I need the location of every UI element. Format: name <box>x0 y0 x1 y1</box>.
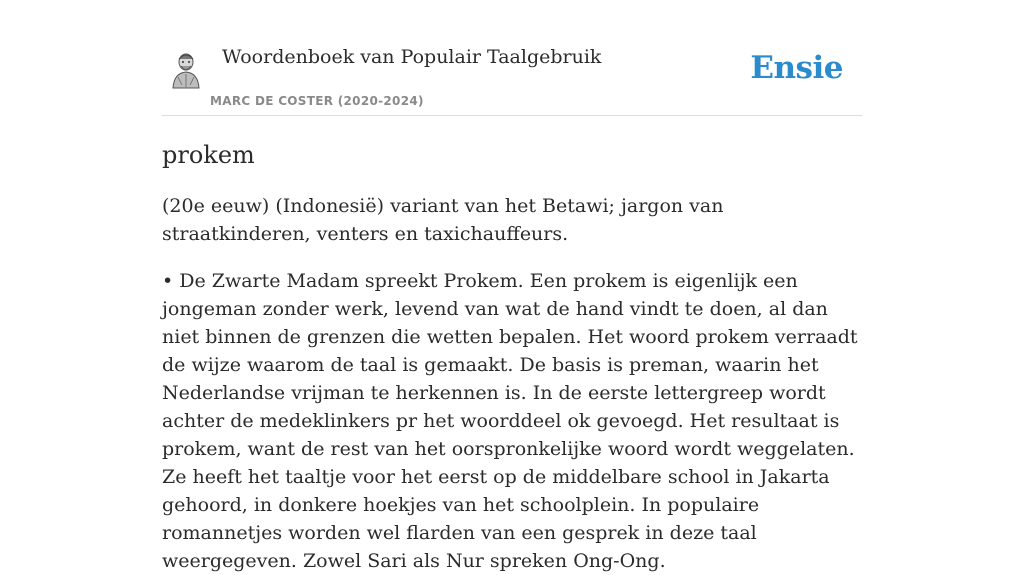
author-byline[interactable]: MARC DE COSTER (2020-2024) <box>210 94 424 108</box>
ensie-logo-link[interactable]: Ensie <box>750 50 843 86</box>
page-content <box>162 0 862 572</box>
entry-definition: (20e eeuw) (Indonesië) variant van het Betawi; jargon van straatkinderen, venters en taxichauffeurs. <box>162 195 724 245</box>
entry-quote: • De Zwarte Madam spreekt Prokem. Een prokem is eigenlijk een jongeman zonder werk, levend van wat de hand vindt te doen, al dan niet binnen de grenzen die wetten bepalen. Het woord prokem verraadt de wijze waarom de taal is gemaakt. De basis is preman, waarin het Nederlandse vrijman te herkennen is. In de eerste lettergreep wordt achter de medeklinkers pr het woorddeel ok gevoegd. Het resultaat is prokem, want de rest van het oorspronkelijke woord wordt weggelaten. Ze heeft het taaltje voor het eerst op de middelbare school in Jakarta gehoord, in donkere hoekjes van het schoolplein. In populaire romannetjes worden wel flarden van een gesprek in deze taal weergegeven. Zowel Sari als Nur spreken Ong-Ong. <box>162 270 858 572</box>
author-portrait-icon[interactable] <box>170 51 202 89</box>
site-title[interactable]: Woordenboek van Populair Taalgebruik <box>222 46 602 68</box>
site-header <box>162 0 862 116</box>
entry-term: prokem <box>162 141 255 169</box>
